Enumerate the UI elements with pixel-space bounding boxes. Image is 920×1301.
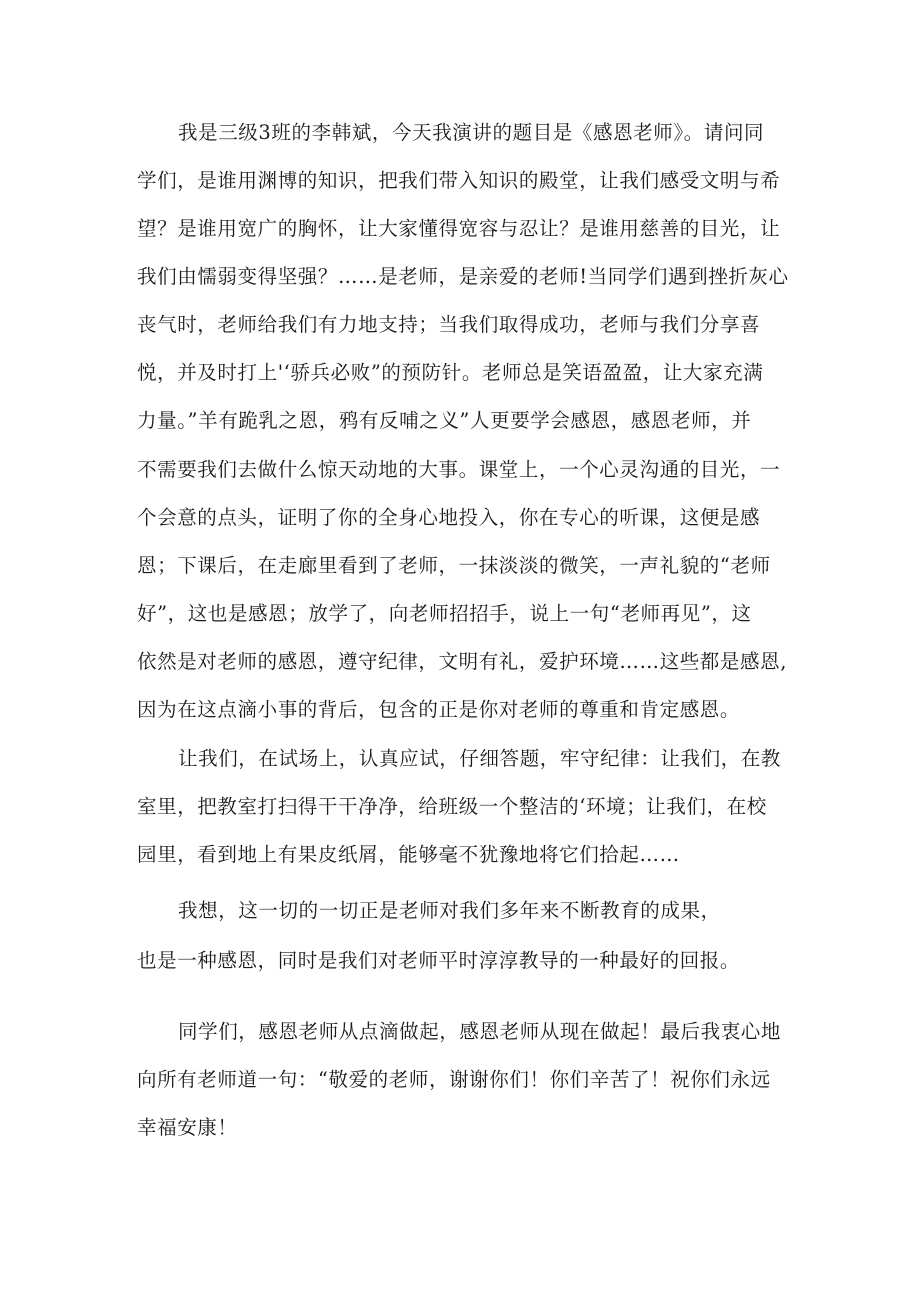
paragraph-4-line-1: 同学们，感恩老师从点滴做起，感恩老师从现在做起！最后我衷心地 bbox=[178, 1020, 782, 1043]
paragraph-1-line-8: 不需要我们去做什么惊天动地的大事。课堂上，一个心灵沟通的目光，一 bbox=[137, 458, 781, 481]
paragraph-2-line-1: 让我们，在试场上，认真应试，仔细答题，牢守纪律：让我们，在教 bbox=[178, 747, 782, 770]
paragraph-1-line-5: 丧气时，老师给我们有力地支持；当我们取得成功，老师与我们分享喜 bbox=[137, 313, 761, 336]
paragraph-1-line-12: 依然是对老师的感恩，遵守纪律，文明有礼，爱护环境……这些都是感恩, bbox=[137, 650, 787, 673]
paragraph-4-line-2: 向所有老师道一句：“敬爱的老师，谢谢你们！你们辛苦了！祝你们永远 bbox=[137, 1068, 771, 1091]
paragraph-1-line-4: 我们由懦弱变得坚强？……是老师，是亲爱的老师!当同学们遇到挫折灰心 bbox=[137, 265, 789, 288]
paragraph-3-line-1: 我想，这一切的一切正是老师对我们多年来不断教育的成果， bbox=[178, 899, 721, 922]
paragraph-1-line-11: 好”，这也是感恩；放学了，向老师招招手，说上一句“老师再见”，这 bbox=[137, 602, 752, 625]
paragraph-1-line-13: 因为在这点滴小事的背后，包含的正是你对老师的尊重和肯定感恩。 bbox=[137, 698, 741, 721]
paragraph-3-line-2: 也是一种感恩，同时是我们对老师平时淳淳教导的一种最好的回报。 bbox=[137, 949, 741, 972]
paragraph-1-line-6: 悦，并及时打上'‘骄兵必败”的预防针。老师总是笑语盈盈，让大家充满 bbox=[137, 361, 764, 384]
paragraph-1-line-2: 学们，是谁用渊博的知识，把我们带入知识的殿堂，让我们感受文明与希 bbox=[137, 169, 781, 192]
paragraph-4-line-3: 幸福安康！ bbox=[137, 1116, 238, 1139]
paragraph-2-line-2: 室里，把教室打扫得干干净净，给班级一个整洁的‘环境；让我们，在校 bbox=[137, 795, 767, 818]
paragraph-1-line-7: 力量。”羊有跪乳之恩，鸦有反哺之义”人更要学会感恩，感恩老师，并 bbox=[137, 409, 752, 432]
paragraph-1-line-1: 我是三级3班的李韩斌，今天我演讲的题目是《感恩老师》。请问同 bbox=[178, 121, 765, 144]
paragraph-1-line-3: 望？是谁用宽广的胸怀，让大家懂得宽容与忍让？是谁用慈善的目光，让 bbox=[137, 217, 781, 240]
paragraph-2-line-3: 园里，看到地上有果皮纸屑，能够毫不犹豫地将它们拾起…… bbox=[137, 843, 680, 866]
paragraph-1-line-10: 恩；下课后，在走廊里看到了老师，一抹淡淡的微笑，一声礼貌的“老师 bbox=[137, 554, 771, 577]
paragraph-1-line-9: 个会意的点头，证明了你的全身心地投入，你在专心的听课，这便是感 bbox=[137, 506, 761, 529]
